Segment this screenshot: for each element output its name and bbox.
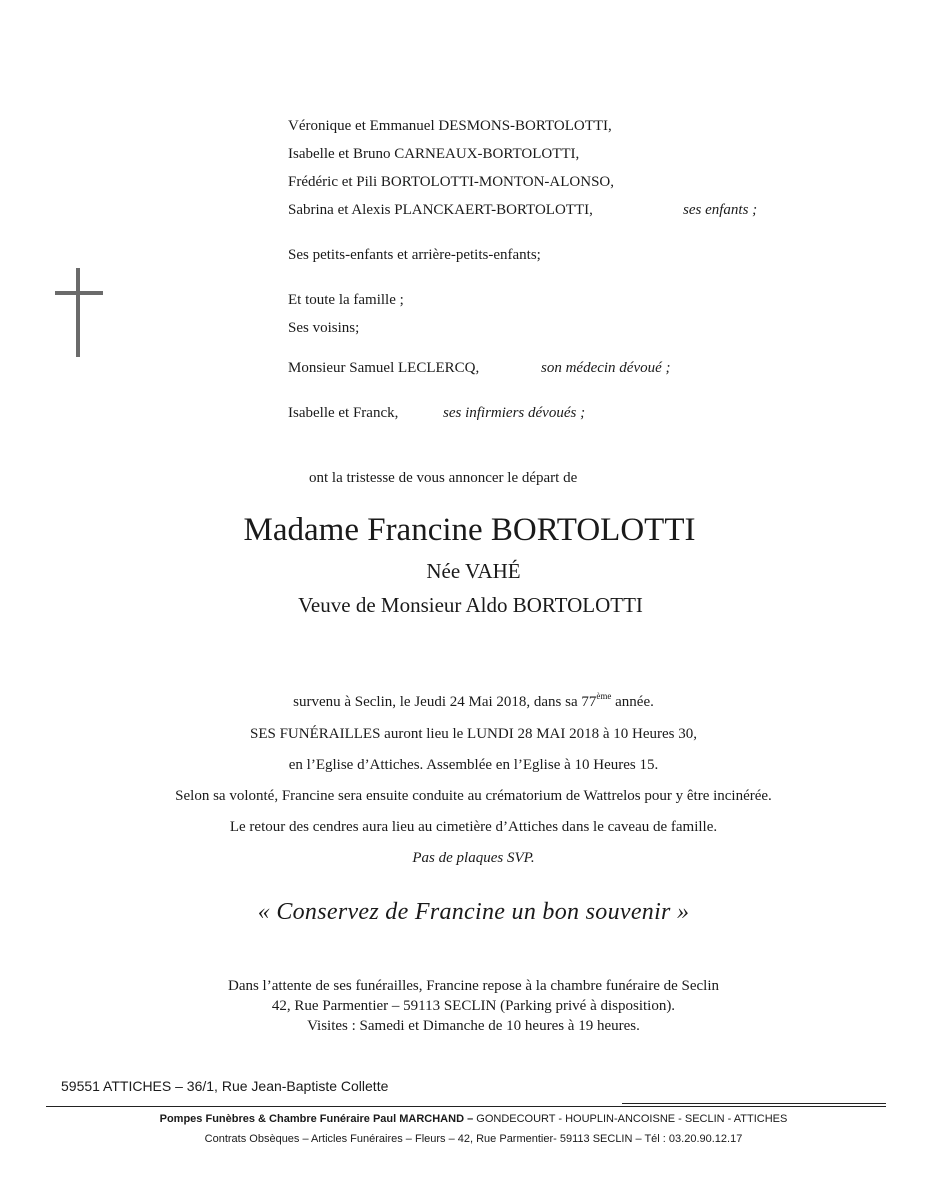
deceased-name: Madame Francine BORTOLOTTI (243, 512, 696, 548)
footer-company-places: GONDECOURT - HOUPLIN-ANCOISNE - SECLIN - ATTICHES (473, 1113, 788, 1125)
family-line-4: Sabrina et Alexis PLANCKAERT-BORTOLOTTI, (288, 202, 593, 218)
cremation-line: Selon sa volonté, Francine sera ensuite conduite au crématorium de Wattrelos pour y être incinérée. (175, 788, 772, 804)
funeral-line: SES FUNÉRAILLES auront lieu le LUNDI 28 MAI 2018 à 10 Heures 30, (249, 726, 698, 742)
death-text-pre: survenu à Seclin, le Jeudi 24 Mai 2018, dans sa 77 (293, 694, 597, 710)
church-line: en l’Eglise d’Attiches. Assemblée en l’Eglise à 10 Heures 15. (288, 757, 659, 773)
doctor-role: son médecin dévoué ; (541, 360, 671, 376)
no-flowers-line: Pas de plaques SVP. (412, 850, 535, 866)
footer-company-name: Pompes Funèbres & Chambre Funéraire Paul MARCHAND – (159, 1113, 474, 1125)
family-line-1: Véronique et Emmanuel DESMONS-BORTOLOTTI, (288, 118, 612, 134)
death-text-post: année. (611, 694, 654, 710)
family-all-line: Et toute la famille ; (288, 292, 404, 308)
maiden-name: Née VAHÉ (426, 559, 521, 583)
rest-line-1: Dans l’attente de ses funérailles, Francine repose à la chambre funéraire de Seclin (227, 978, 720, 994)
grandchildren-line: Ses petits-enfants et arrière-petits-enfants; (288, 247, 541, 263)
family-line-3: Frédéric et Pili BORTOLOTTI-MONTON-ALONSO, (288, 174, 615, 190)
footer-short-rule (622, 1103, 886, 1104)
memorial-quote: « Conservez de Francine un bon souvenir » (257, 899, 690, 925)
footer-services: Contrats Obsèques – Articles Funéraires – Fleurs – 42, Rue Parmentier- 59113 SECLIN – Tél : 03.20.90.12.17 (204, 1133, 743, 1145)
cross-vertical-bar (76, 268, 80, 357)
announcement-line: ont la tristesse de vous annoncer le départ de (309, 470, 578, 486)
rest-line-3: Visites : Samedi et Dimanche de 10 heures à 19 heures. (307, 1018, 640, 1034)
widow-line: Veuve de Monsieur Aldo BORTOLOTTI (298, 593, 643, 617)
ashes-line: Le retour des cendres aura lieu au cimetière d’Attiches dans le caveau de famille. (229, 819, 718, 835)
footer-rule (46, 1106, 886, 1107)
family-line-2: Isabelle et Bruno CARNEAUX-BORTOLOTTI, (288, 146, 580, 162)
children-role: ses enfants ; (683, 202, 758, 218)
doctor-line: Monsieur Samuel LECLERCQ, (288, 360, 480, 376)
death-superscript: ème (596, 691, 612, 701)
footer-company (0, 1112, 947, 1126)
nurses-role: ses infirmiers dévoués ; (443, 405, 586, 421)
cross-horizontal-bar (55, 291, 103, 295)
rest-line-2: 42, Rue Parmentier – 59113 SECLIN (Parking privé à disposition). (271, 998, 676, 1014)
nurses-line: Isabelle et Franck, (288, 405, 399, 421)
death-line (0, 693, 947, 711)
footer-address: 59551 ATTICHES – 36/1, Rue Jean-Baptiste Collette (61, 1078, 389, 1094)
neighbors-line: Ses voisins; (288, 320, 360, 336)
